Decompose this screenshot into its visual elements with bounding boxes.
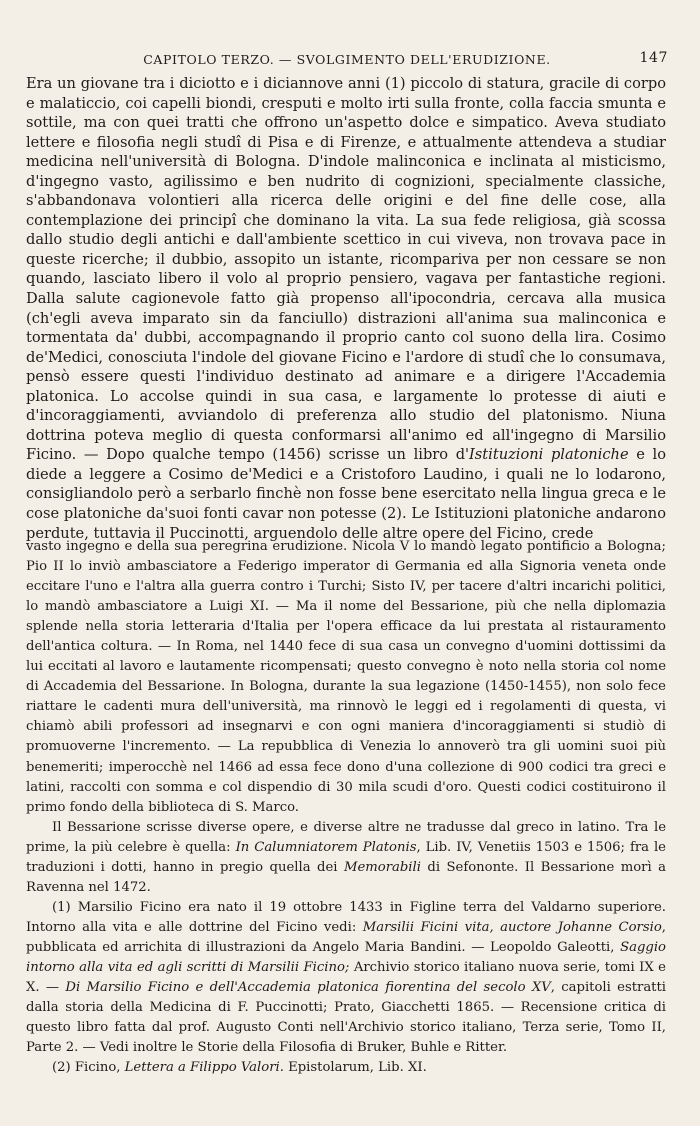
- main-text: [26, 74, 666, 543]
- page-number: 147: [639, 50, 668, 66]
- footnote-continuation: vasto ingegno e della sua peregrina erudizione. Nicola V lo mandò legato pontificio a Bologna; Pio II lo inviò ambasciatore a Federigo imperator di Germania ed alla Signoria veneta onde eccitare l'uno e l'altra alla guerra contro i Turchi; Sisto IV, per tacere d'altri incarichi politici, lo mandò ambasciatore a Luigi XI. — Ma il nome del Bessarione, più che nella diplomazia splende nella storia letteraria d'Italia per l'opera efficace da lui prestata al ristauramento dell'antica coltura. — In Roma, nel 1440 fece di sua casa un convegno d'uomini dottissimi da lui eccitati al lavoro e lautamente ricompensati; questo convegno è noto nella storia col nome di Accademia del Bessarione. In Bologna, durante la sua legazione (1450-1455), non solo fece riattare le cadenti mura dell'università, ma rinnovò le leggi ed i regolamenti di questa, vi chiamò abili professori ad insegnarvi e con ogni maniera d'incoraggiamenti si studiò di promuoverne l'incremento. — La repubblica di Venezia lo annoverò tra gli uomini suoi più benemeriti; imperocchè nel 1466 ad essa fece dono d'una collezione di 900 codici tra greci e latini, raccolti con somma e col dispendio di 30 mila scudi d'oro. Questi codici costituirono il primo fondo della biblioteca di S. Marco.: [26, 539, 666, 815]
- body-paragraph: Era un giovane tra i diciotto e i diciannove anni (1) piccolo di statura, gracile di corpo e malaticcio, coi capelli biondi, cresputi e molto irti sulla fronte, colla faccia smunta e sottile, ma con quei tratti che offrono un'aspetto dolce e simpatico. Aveva studiato lettere e filosofia negli studî di Pisa e di Firenze, e attualmente attendeva a studiar medicina nell'università di Bologna. D'indole malinconica e inclinata al misticismo, d'ingegno vasto, agilissimo e ben nudrito di cognizioni, specialmente classiche, s'abbandonava volontieri alla ricerca delle origini e del fine delle cose, alla contemplazione dei principî che dominano la vita. La sua fede religiosa, già scossa dallo studio degli antichi e dall'ambiente scettico in cui viveva, non trovava pace in queste ricerche; il dubbio, assopito un istante, ricompariva per non cessare se non quando, lasciato libero il volo al proprio pensiero, vagava per fantastiche regioni. Dalla salute cagionevole fatto già propenso all'ipocondria, cercava alla musica (ch'egli aveva imparato sin da fanciullo) distrazioni all'anima sua malinconica e tormentata da' dubbi, accompagnando il proprio canto col suono della lira. Cosimo de'Medici, conosciuta l'indole del giovane Ficino e l'ardore di studî che lo consumava, pensò essere questi l'individuo destinato ad animare e a dirigere l'Accademia platonica. Lo accolse quindi in sua casa, e largamente lo protesse di aiuti e d'incoraggiamenti, avviandolo di preferenza allo studio del platonismo. Niuna dottrina poteva meglio di questa conformarsi all'animo ed all'ingegno di Marsilio Ficino. — Dopo qualche tempo (1456) scrisse un libro d'Istituzioni platoniche e lo diede a leggere a Cosimo de'Medici e a Cristoforo Laudino, i quali ne lo lodarono, consigliandolo però a serbarlo finchè non fosse bene esercitato nella lingua greca e le cose platoniche da'suoi fonti cavar non potesse (2). Le Istituzioni platoniche andarono perdute, tuttavia il Puccinotti, arguendolo delle altre opere del Ficino, crede: [26, 75, 666, 542]
- book-title: Istituzioni platoniche: [469, 446, 629, 464]
- bessarione-paragraph: Il Bessarione scrisse diverse opere, e diverse altre ne tradusse dal greco in latino. Tra le prime, la più celebre è quella: In Calumniatorem Platonis, Lib. IV, Venetiis 1503 e 1506; fra le traduzioni i dotti, hanno in pregio quella dei Memorabili di Sefononte. Il Bessarione morì a Ravenna nel 1472.: [26, 819, 666, 895]
- footnote-1: (1) Marsilio Ficino era nato il 19 ottobre 1433 in Figline terra del Valdarno superiore. Intorno alla vita e alle dottrine del Ficino vedi: Marsilii Ficini vita, auctore Johanne Corsio, pubblicata ed arrichita di illustrazioni da Angelo Maria Bandini. — Leopoldo Galeotti, Saggio intorno alla vita ed agli scritti di Marsilii Ficino; Archivio storico italiano nuova serie, tomi IX e X. — Di Marsilio Ficino e dell'Accademia platonica fiorentina del secolo XV, capitoli estratti dalla storia della Medicina di F. Puccinotti; Prato, Giacchetti 1865. — Recensione critica di questo libro fatta dal prof. Augusto Conti nell'Archivio storico italiano, Terza serie, Tomo II, Parte 2. — Vedi inoltre le Storie della Filosofia di Bruker, Buhle e Ritter.: [26, 899, 666, 1056]
- running-header: [26, 50, 668, 70]
- footnotes: [26, 537, 666, 1078]
- footnote-2: (2) Ficino, Lettera a Filippo Valori. Epistolarum, Lib. XI.: [52, 1060, 427, 1076]
- running-title: CAPITOLO TERZO. — SVOLGIMENTO DELL'ERUDIZIONE.: [143, 52, 551, 67]
